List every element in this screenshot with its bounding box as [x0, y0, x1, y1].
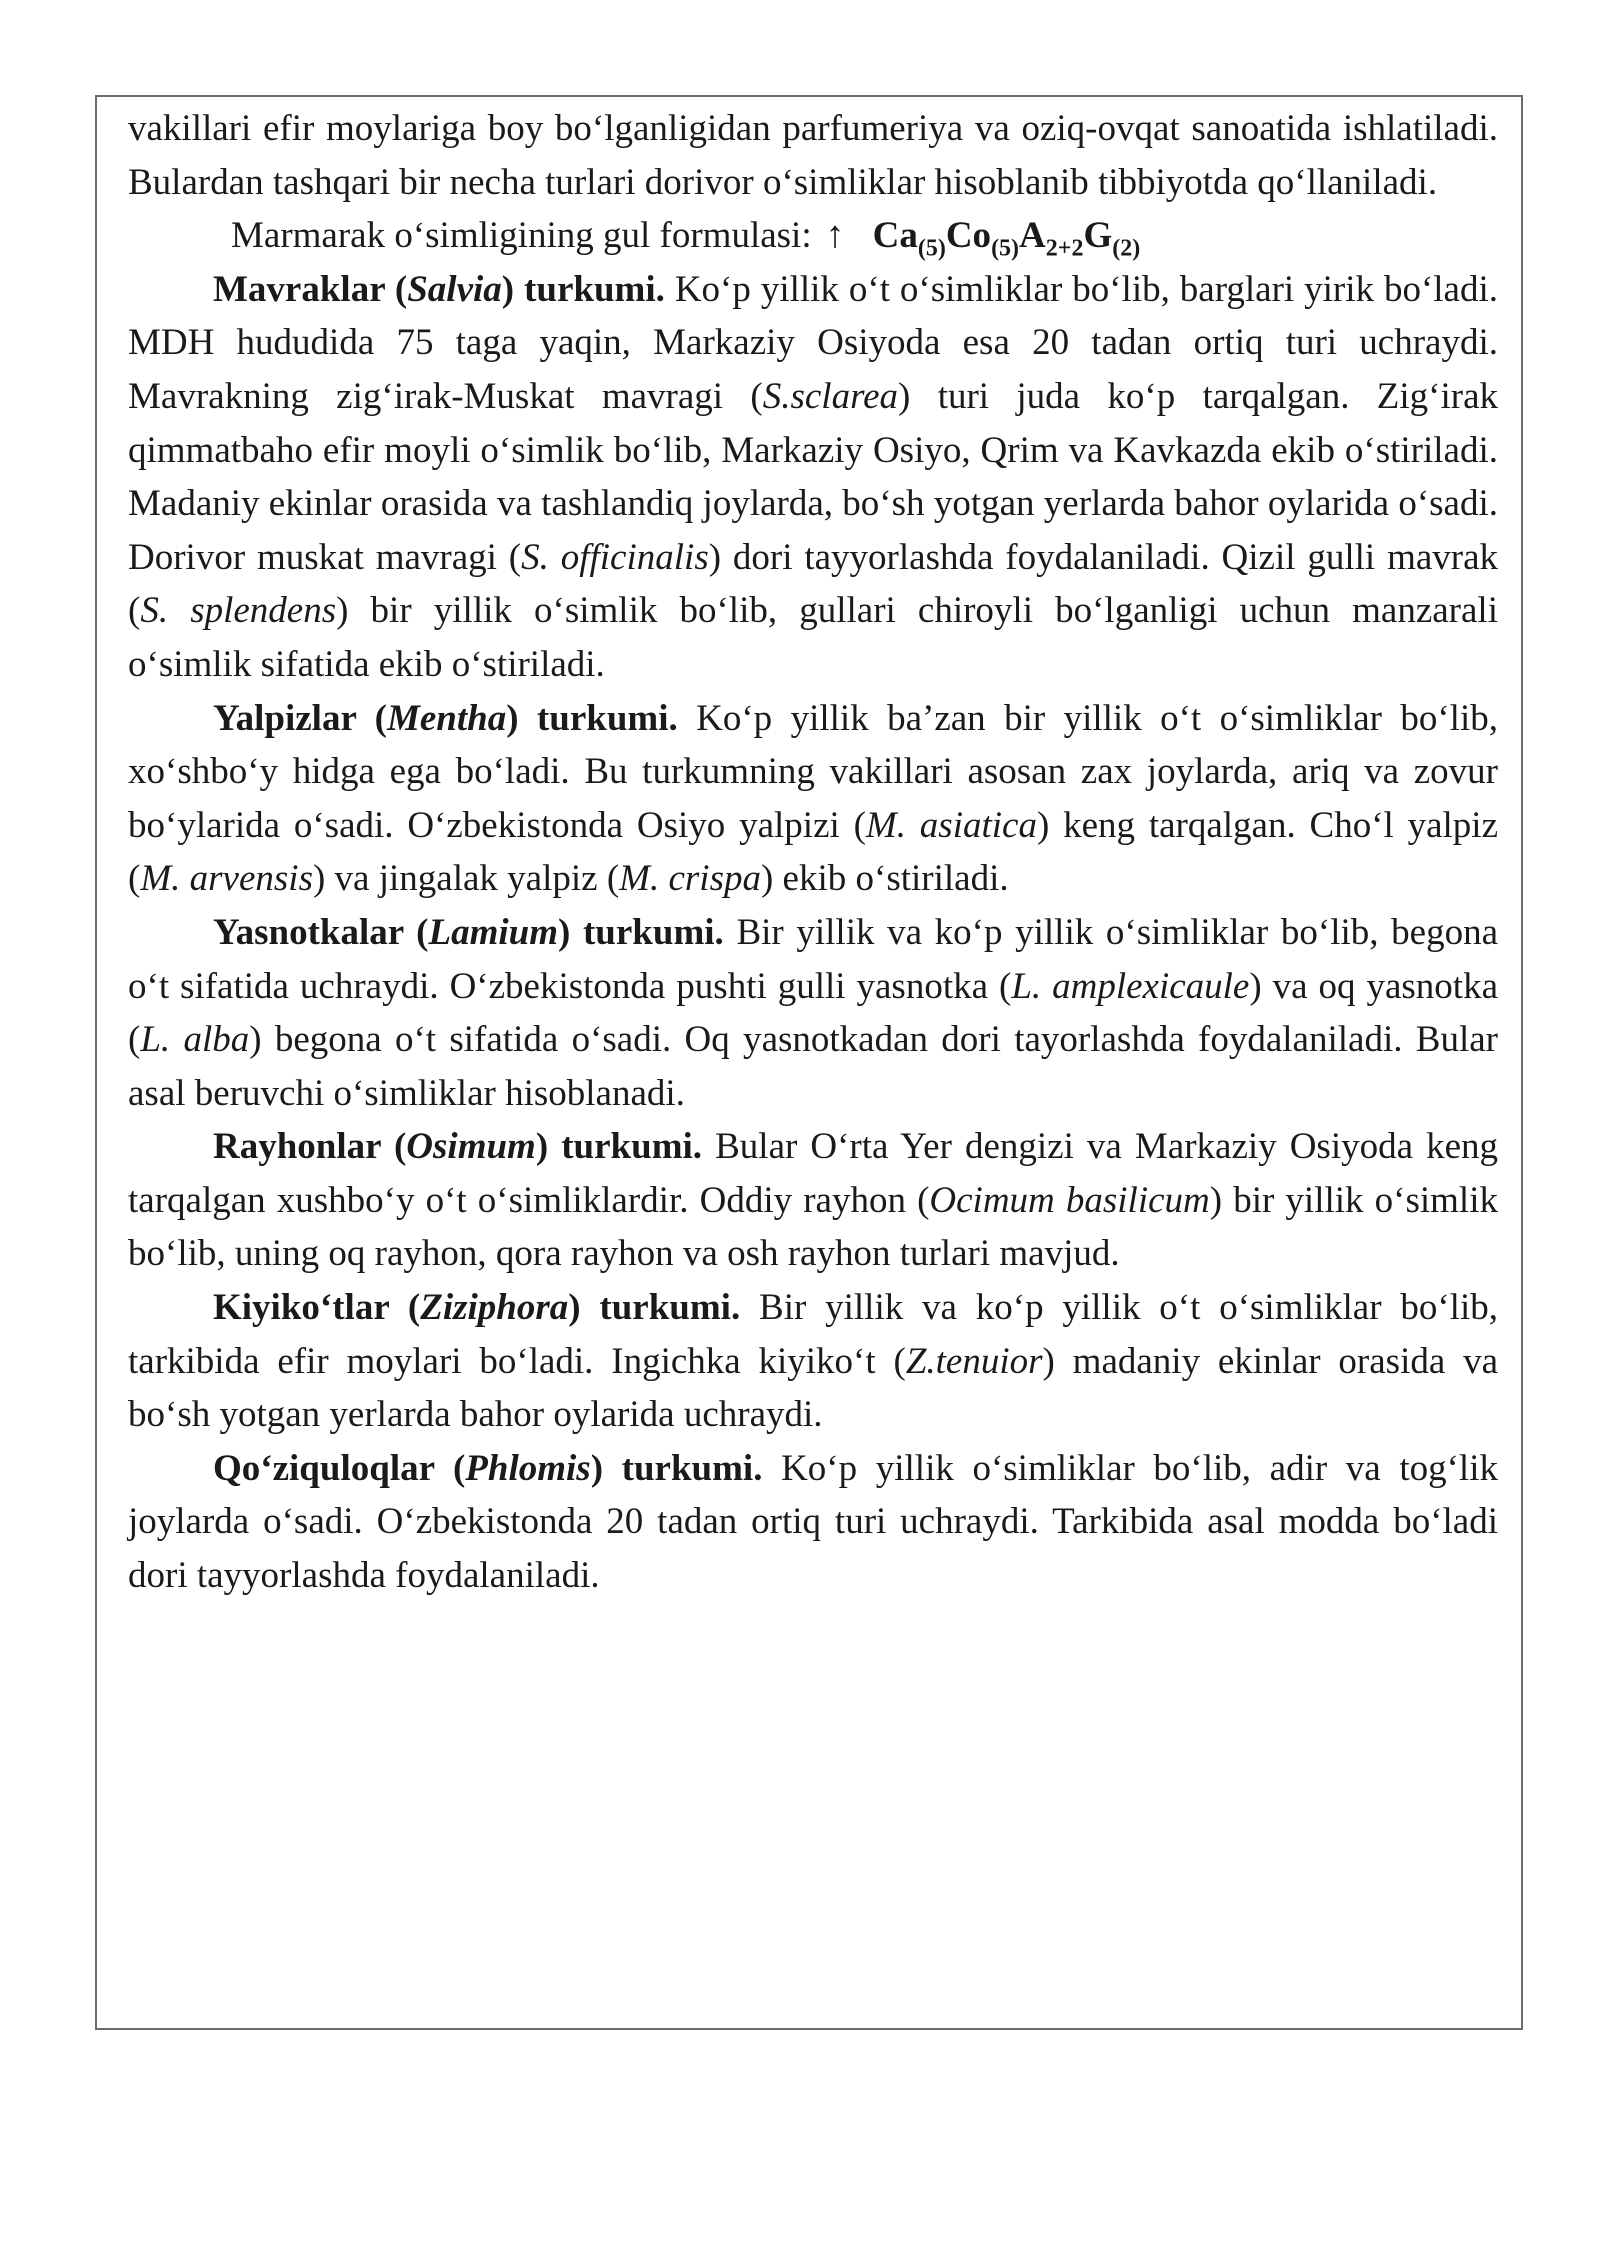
- genus-paragraph-salvia: Mavraklar (Salvia) turkumi. Ko‘p yillik o‘t o‘simliklar bo‘lib, barglari yirik bo‘ladi. MDH hududida 75 taga yaqin, Markaziy Osiyoda esa 20 tadan ortiq turi uchraydi. Mavrakning zig‘irak-Muskat mavragi (S.sclarea) turi juda ko‘p tarqalgan. Zig‘irak qimmatbaho efir moyli o‘simlik bo‘lib, Markaziy Osiyo, Qrim va Kavkazda ekib o‘stiriladi. Madaniy ekinlar orasida va tashlandiq joylarda, bo‘sh yotgan yerlarda bahor oylarida o‘sadi. Dorivor muskat mavragi (S. officinalis) dori tayyorlashda foydalaniladi. Qizil gulli mavrak (S. splendens) bir yillik o‘simlik bo‘lib, gullari chiroyli bo‘lganligi uchun manzarali o‘simlik sifatida ekib o‘stiriladi.: [128, 268, 1499, 685]
- species-name: M. arvensis: [140, 858, 313, 900]
- species-name: S.sclarea: [762, 375, 899, 417]
- genus-latin-name: Phlomis: [465, 1447, 591, 1489]
- formula-corolla-count: (5): [991, 235, 1020, 262]
- flower-formula-line: [128, 209, 1498, 263]
- genus-heading: Yasnotkalar (Lamium) turkumi.: [213, 911, 724, 953]
- intro-paragraph: vakillari efir moylariga boy bo‘lganligidan parfumeriya va oziq-ovqat sanoatida ishlatiladi. Bulardan tashqari bir necha turlari dorivor o‘simliklar hisoblanib tibbiyotda qo‘llaniladi.: [128, 108, 1498, 203]
- species-name: Ocimum basilicum: [929, 1179, 1210, 1221]
- species-name: S. splendens: [140, 590, 337, 632]
- genus-heading: Mavraklar (Salvia) turkumi.: [213, 268, 665, 310]
- zygomorphic-arrow-icon: ↑: [825, 214, 845, 257]
- genus-latin-name: Lamium: [428, 911, 559, 953]
- species-name: S. officinalis: [521, 536, 709, 578]
- species-name: L. amplexicaule: [1011, 965, 1250, 1007]
- formula-gynoecium: G: [1083, 215, 1113, 257]
- flower-formula: [872, 215, 1141, 262]
- formula-calyx-count: (5): [917, 235, 946, 262]
- genus-paragraph-phlomis: Qo‘ziquloqlar (Phlomis) turkumi. Ko‘p yillik o‘simliklar bo‘lib, adir va tog‘lik joylarda o‘sadi. O‘zbekistonda 20 tadan ortiq turi uchraydi. Tarkibida asal modda bo‘ladi dori tayyorlashda foydalaniladi.: [128, 1447, 1498, 1597]
- text-block: [128, 102, 1498, 1603]
- genus-latin-name: Osimum: [406, 1126, 536, 1168]
- genus-paragraph-lamium: Yasnotkalar (Lamium) turkumi. Bir yillik va ko‘p yillik o‘simliklar bo‘lib, begona o‘t sifatida uchraydi. O‘zbekistonda pushti gulli yasnotka (L. amplexicaule) va oq yasnotka (L. alba) begona o‘t sifatida o‘sadi. Oq yasnotkadan dori tayorlashda foydalaniladi. Bular asal beruvchi o‘simliklar hisoblanadi.: [128, 911, 1498, 1114]
- genus-paragraph-mentha: Yalpizlar (Mentha) turkumi. Ko‘p yillik ba’zan bir yillik o‘t o‘simliklar bo‘lib, xo‘shbo‘y hidga ega bo‘ladi. Bu turkumning vakillari asosan zax joylarda, ariq va zovur bo‘ylarida o‘sadi. O‘zbekistonda Osiyo yalpizi (M. asiatica) keng tarqalgan. Cho‘l yalpiz (M. arvensis) va jingalak yalpiz (M. crispa) ekib o‘stiriladi.: [128, 697, 1499, 900]
- formula-androecium: A: [1019, 215, 1046, 257]
- genus-heading: Rayhonlar (Osimum) turkumi.: [213, 1126, 703, 1168]
- formula-gynoecium-count: (2): [1112, 235, 1141, 262]
- genus-paragraph-ziziphora: Kiyiko‘tlar (Ziziphora) turkumi. Bir yillik va ko‘p yillik o‘t o‘simliklar bo‘lib, tarkibida efir moylari bo‘ladi. Ingichka kiyiko‘t (Z.tenuior) madaniy ekinlar orasida va bo‘sh yotgan yerlarda bahor oylarida uchraydi.: [128, 1287, 1499, 1436]
- formula-corolla: Co: [945, 215, 992, 257]
- genus-latin-name: Mentha: [386, 697, 507, 739]
- species-name: M. crispa: [619, 858, 761, 900]
- species-name: M. asiatica: [865, 804, 1037, 846]
- formula-calyx: Ca: [872, 215, 918, 257]
- species-name: L. alba: [140, 1019, 250, 1061]
- genus-paragraph-ocimum: Rayhonlar (Osimum) turkumi. Bular O‘rta Yer dengizi va Markaziy Osiyoda keng tarqalgan xushbo‘y o‘t o‘simliklardir. Oddiy rayhon (Ocimum basilicum) bir yillik o‘simlik bo‘lib, uning oq rayhon, qora rayhon va osh rayhon turlari mavjud.: [128, 1126, 1499, 1275]
- species-name: Z.tenuior: [905, 1340, 1043, 1382]
- formula-androecium-count: 2+2: [1045, 235, 1084, 262]
- genus-heading: Kiyiko‘tlar (Ziziphora) turkumi.: [213, 1287, 741, 1329]
- genus-latin-name: Salvia: [407, 268, 502, 310]
- formula-label: Marmarak o‘simligining gul formulasi:: [231, 215, 812, 257]
- genus-heading: Qo‘ziquloqlar (Phlomis) turkumi.: [213, 1447, 763, 1489]
- genus-latin-name: Ziziphora: [420, 1287, 569, 1329]
- genus-heading: Yalpizlar (Mentha) turkumi.: [213, 697, 678, 739]
